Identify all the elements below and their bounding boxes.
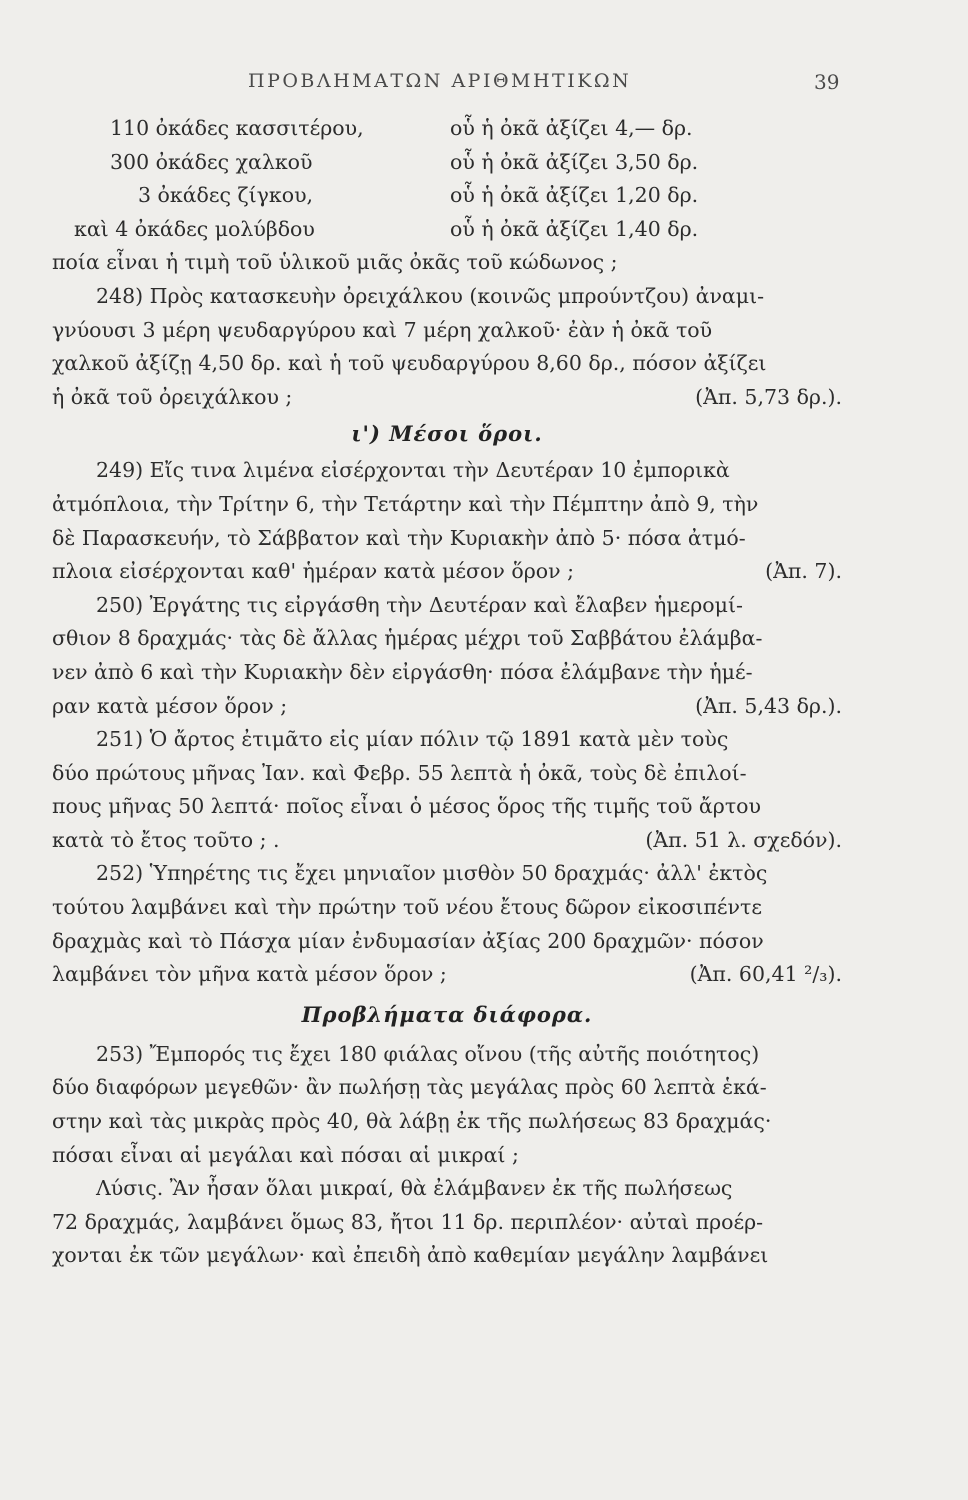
answer: (Ἀπ. 60,41 ²/₃). [689, 962, 842, 987]
ledger-unit-price: οὗ ἡ ὀκᾶ ἀξίζει 4,— δρ. [450, 116, 693, 140]
text-line: 249) Εἴς τινα λιμένα εἰσέρχονται τὴν Δευτέραν 10 ἐμπορικὰ [96, 458, 730, 483]
text-line: στην καὶ τὰς μικρὰς πρὸς 40, θὰ λάβῃ ἐκ τῆς πωλήσεως 83 δραχμάς· [52, 1109, 772, 1134]
ledger-quantity: 3 ὀκάδες ζίγκου, [138, 183, 314, 208]
text-line: πλοια εἰσέρχονται καθ' ἡμέραν κατὰ μέσον ὅρον ; (Ἀπ. 7). [52, 555, 842, 589]
ledger-unit-price: οὗ ἡ ὀκᾶ ἀξίζει 1,40 δρ. [450, 216, 699, 241]
section-heading: Προβλήματα διάφορα. [301, 1001, 593, 1027]
ledger-quantity: 300 ὀκάδες χαλκοῦ [110, 149, 313, 174]
text-line: ἀτμόπλοια, τὴν Τρίτην 6, τὴν Τετάρτην καὶ τὴν Πέμπτην ἀπὸ 9, τὴν [52, 491, 759, 516]
text-line: χονται ἐκ τῶν μεγάλων· καὶ ἐπειδὴ ἀπὸ καθεμίαν μεγάλην λαμβάνει [52, 1243, 769, 1268]
running-title: ΠΡΟΒΛΗΜΑΤΩΝ ΑΡΙΘΜΗΤΙΚΩΝ [248, 70, 632, 92]
answer: (Ἀπ. 5,43 δρ.). [695, 693, 842, 718]
ledger-line [52, 179, 842, 213]
ledger-quantity: 110 ὀκάδες κασσιτέρου, [110, 116, 364, 140]
ledger-quantity: καὶ 4 ὀκάδες μολύβδου [74, 216, 315, 241]
text-line: πους μῆνας 50 λεπτά· ποῖος εἶναι ὁ μέσος ὅρος τῆς τιμῆς τοῦ ἄρτου [52, 794, 761, 819]
text-line: 250) Ἐργάτης τις εἰργάσθη τὴν Δευτέραν καὶ ἔλαβεν ἡμερομί- [96, 592, 743, 617]
text-line: πόσαι εἶναι αἱ μεγάλαι καὶ πόσαι αἱ μικραί ; [52, 1142, 519, 1167]
answer: (Ἀπ. 7). [765, 559, 842, 584]
text-line: δραχμὰς καὶ τὸ Πάσχα μίαν ἐνδυμασίαν ἀξίας 200 δραχμῶν· πόσον [52, 928, 764, 953]
text-line: κατὰ τὸ ἔτος τοῦτο ; . (Ἀπ. 51 λ. σχεδόν). [52, 824, 842, 858]
ledger-line [52, 112, 842, 146]
text-line: ἡ ὀκᾶ τοῦ ὀρειχάλκου ; (Ἀπ. 5,73 δρ.). [52, 381, 842, 415]
section-heading: ι') Μέσοι ὅροι. [351, 421, 543, 447]
ledger-line [52, 146, 842, 180]
running-head [0, 70, 968, 100]
text-line: χαλκοῦ ἀξίζῃ 4,50 δρ. καὶ ἡ τοῦ ψευδαργύρου 8,60 δρ., πόσον ἀξίζει [52, 351, 767, 376]
text-line: δὲ Παρασκευήν, τὸ Σάββατον καὶ τὴν Κυριακὴν ἀπὸ 5· πόσα ἀτμό- [52, 525, 746, 550]
text-line: Λύσις. Ἂν ἦσαν ὅλαι μικραί, θὰ ἐλάμβανεν ἐκ τῆς πωλήσεως [96, 1176, 733, 1201]
text-line: τούτου λαμβάνει καὶ τὴν πρώτην τοῦ νέου ἔτους δῶρον εἰκοσιπέντε [52, 895, 762, 920]
text-line: λαμβάνει τὸν μῆνα κατὰ μέσον ὅρον ; (Ἀπ. 60,41 ²/₃). [52, 958, 842, 992]
text-line: 248) Πρὸς κατασκευὴν ὀρειχάλκου (κοινῶς μπρούντζου) ἀναμι- [96, 283, 765, 308]
text-line: 251) Ὁ ἄρτος ἐτιμᾶτο εἰς μίαν πόλιν τῷ 1891 κατὰ μὲν τοὺς [96, 727, 729, 752]
ledger-unit-price: οὗ ἡ ὀκᾶ ἀξίζει 3,50 δρ. [450, 149, 699, 174]
body-text [52, 112, 842, 1273]
text-line: 253) Ἔμπορός τις ἔχει 180 φιάλας οἴνου (τῆς αὐτῆς ποιότητος) [96, 1041, 760, 1066]
page-number: 39 [814, 70, 840, 94]
text-line: 252) Ὑπηρέτης τις ἔχει μηνιαῖον μισθὸν 50 δραχμάς· ἀλλ' ἐκτὸς [96, 861, 768, 886]
text-line: νεν ἀπὸ 6 καὶ τὴν Κυριακὴν δὲν εἰργάσθη· πόσα ἐλάμβανε τὴν ἡμέ- [52, 659, 753, 684]
text-line: γνύουσι 3 μέρη ψευδαργύρου καὶ 7 μέρη χαλκοῦ· ἐὰν ἡ ὀκᾶ τοῦ [52, 317, 713, 342]
ledger-line [52, 213, 842, 247]
answer: (Ἀπ. 51 λ. σχεδόν). [645, 827, 842, 852]
text-line: δύο διαφόρων μεγεθῶν· ἂν πωλήσῃ τὰς μεγάλας πρὸς 60 λεπτὰ ἑκά- [52, 1075, 767, 1100]
text-line: ποία εἶναι ἡ τιμὴ τοῦ ὑλικοῦ μιᾶς ὀκᾶς τοῦ κώδωνος ; [52, 250, 618, 275]
ledger-unit-price: οὗ ἡ ὀκᾶ ἀξίζει 1,20 δρ. [450, 183, 699, 208]
text-line: 72 δραχμάς, λαμβάνει ὅμως 83, ἤτοι 11 δρ. περιπλέον· αὐταὶ προέρ- [52, 1209, 764, 1234]
answer: (Ἀπ. 5,73 δρ.). [695, 384, 842, 409]
text-line: δύο πρώτους μῆνας Ἰαν. καὶ Φεβρ. 55 λεπτὰ ἡ ὀκᾶ, τοὺς δὲ ἐπιλοί- [52, 760, 747, 785]
text-line: σθιον 8 δραχμάς· τὰς δὲ ἄλλας ἡμέρας μέχρι τοῦ Σαββάτου ἐλάμβα- [52, 626, 763, 651]
text-line: ραν κατὰ μέσον ὅρον ; (Ἀπ. 5,43 δρ.). [52, 690, 842, 724]
